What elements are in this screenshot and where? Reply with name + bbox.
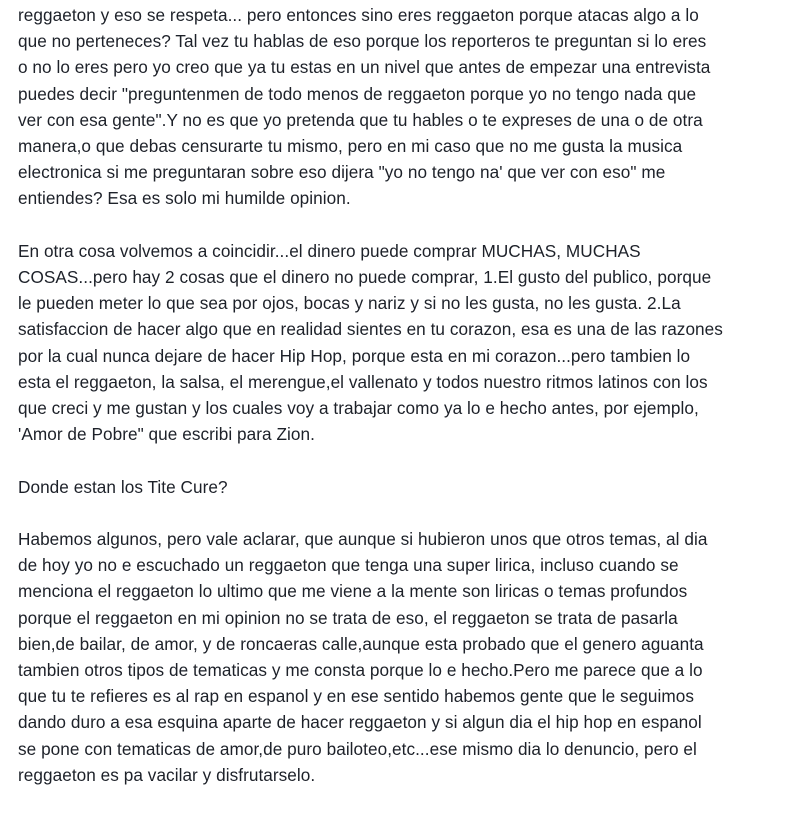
- text-line: menciona el reggaeton lo ultimo que me viene a la mente son liricas o temas profundos: [18, 581, 688, 602]
- text-line: porque el reggaeton en mi opinion no se trata de eso, el reggaeton se trata de pasarla: [18, 607, 678, 628]
- text-line: que creci y me gustan y los cuales voy a trabajar como ya lo e hecho antes, por ejemplo,: [18, 398, 699, 419]
- text-line: se pone con tematicas de amor,de puro bailoteo,etc...ese mismo dia lo denuncio, pero el: [18, 738, 697, 759]
- text-line: de hoy yo no e escuchado un reggaeton que tenga una super lirica, incluso cuando se: [18, 555, 679, 576]
- text-line: reggaeton y eso se respeta... pero entonces sino eres reggaeton porque atacas algo a lo: [18, 5, 699, 25]
- text-line: manera,o que debas censurarte tu mismo, pero en mi caso que no me gusta la musica: [18, 136, 683, 157]
- text-line: COSAS...pero hay 2 cosas que el dinero no puede comprar, 1.El gusto del publico, porque: [18, 267, 712, 288]
- text-line: Donde estan los Tite Cure?: [18, 476, 228, 497]
- post-text-body: [18, 2, 798, 788]
- text-line: dando duro a esa esquina aparte de hacer reggaeton y si algun dia el hip hop en espanol: [18, 712, 702, 733]
- paragraph-2: [18, 238, 798, 448]
- text-line: le pueden meter lo que sea por ojos, bocas y nariz y si no les gusta, no les gusta. 2.La: [18, 293, 681, 314]
- paragraph-3-question: [18, 474, 798, 500]
- text-line: que no perteneces? Tal vez tu hablas de eso porque los reporteros te preguntan si lo eres: [18, 31, 707, 52]
- text-line: En otra cosa volvemos a coincidir...el dinero puede comprar MUCHAS, MUCHAS: [18, 240, 641, 261]
- text-line: por la cual nunca dejare de hacer Hip Hop, porque esta en mi corazon...pero tambien lo: [18, 345, 691, 366]
- text-line: electronica si me preguntaran sobre eso dijera "yo no tengo na' que ver con eso" me: [18, 162, 666, 183]
- text-line: o no lo eres pero yo creo que ya tu estas en un nivel que antes de empezar una entrevista: [18, 57, 711, 78]
- text-line: 'Amor de Pobre" que escribi para Zion.: [18, 424, 315, 445]
- text-line: bien,de bailar, de amor, y de roncaeras calle,aunque esta probado que el genero aguanta: [18, 633, 704, 654]
- paragraph-spacer: [18, 447, 798, 473]
- text-line: que tu te refieres es al rap en espanol y en ese sentido habemos gente que le seguimos: [18, 686, 695, 707]
- text-line: ver con esa gente".Y no es que yo pretenda que tu hables o te expreses de una o de otra: [18, 109, 703, 130]
- text-line: Habemos algunos, pero vale aclarar, que aunque si hubieron unos que otros temas, al dia: [18, 529, 708, 550]
- paragraph-1: [18, 2, 798, 212]
- paragraph-spacer: [18, 212, 798, 238]
- text-line: satisfaccion de hacer algo que en realidad sientes en tu corazon, esa es una de las razones: [18, 319, 723, 340]
- paragraph-spacer: [18, 500, 798, 526]
- text-line: reggaeton es pa vacilar y disfrutarselo.: [18, 764, 316, 785]
- text-line: puedes decir "preguntenmen de todo menos de reggaeton porque yo no tengo nada que: [18, 83, 697, 104]
- text-line: esta el reggaeton, la salsa, el merengue,el vallenato y todos nuestro ritmos latinos con los: [18, 371, 708, 392]
- text-line: entiendes? Esa es solo mi humilde opinion.: [18, 188, 351, 209]
- paragraph-4: [18, 526, 798, 788]
- text-line: tambien otros tipos de tematicas y me consta porque lo e hecho.Pero me parece que a lo: [18, 660, 703, 681]
